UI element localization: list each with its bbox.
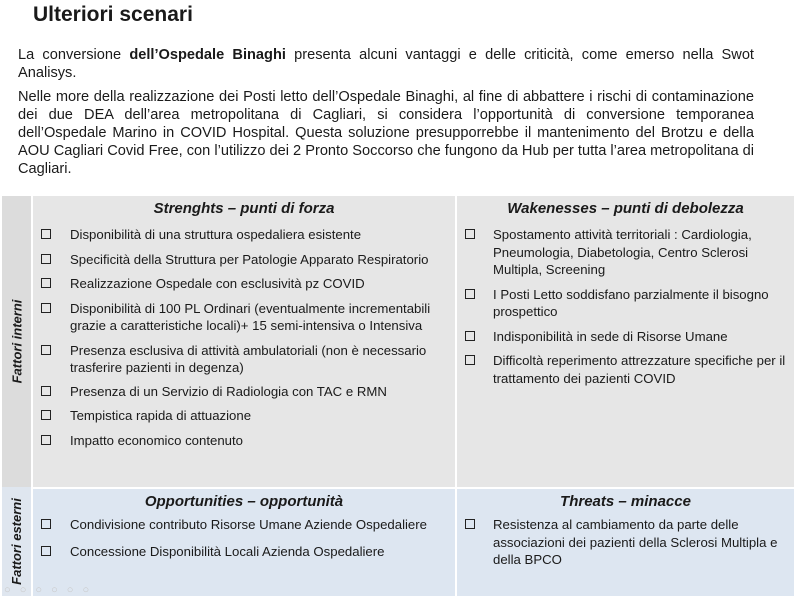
weaknesses-item-text: Difficoltà reperimento attrezzature specifiche per il trattamento dei pazienti COVID — [493, 353, 786, 386]
threats-cell — [457, 489, 794, 596]
threats-item-text: Resistenza al cambiamento da parte delle associazioni dei pazienti della Sclerosi Multipla e della BPCO — [493, 517, 778, 567]
intro-paragraph-1: La conversione dell’Ospedale Binaghi presenta alcuni vantaggi e delle criticità, come emerso nella Swot Analisys. — [18, 47, 754, 81]
footer-icons: ○ ○ ○ ○ ○ ○ — [4, 584, 93, 596]
checkbox-bullet-icon — [41, 303, 51, 313]
opportunities-item-text: Concessione Disponibilità Locali Azienda Ospedaliere — [70, 543, 385, 559]
weaknesses-cell — [457, 196, 794, 487]
opportunities-item — [33, 543, 455, 561]
weaknesses-item-text: Spostamento attività territoriali : Cardiologia, Pneumologia, Diabetologia, Centro Sclerosi Multipla, Screening — [493, 227, 752, 277]
checkbox-bullet-icon — [465, 289, 475, 299]
checkbox-bullet-icon — [41, 519, 51, 529]
strengths-item-text: Presenza esclusiva di attività ambulatoriali (non è necessario trasferire pazienti in degenza) — [70, 342, 427, 375]
strengths-item — [33, 342, 455, 377]
strengths-item-text: Presenza di un Servizio di Radiologia con TAC e RMN — [70, 383, 387, 399]
strengths-item — [33, 251, 455, 269]
strengths-item-text: Specificità della Struttura per Patologie Apparato Respiratorio — [70, 251, 429, 267]
checkbox-bullet-icon — [465, 355, 475, 365]
strengths-item — [33, 407, 455, 425]
checkbox-bullet-icon — [41, 278, 51, 288]
checkbox-bullet-icon — [41, 410, 51, 420]
strengths-item — [33, 383, 455, 401]
weaknesses-item — [457, 226, 794, 279]
threats-item — [457, 516, 794, 569]
checkbox-bullet-icon — [41, 345, 51, 355]
internal-factors-label: Fattori interni — [2, 196, 31, 487]
strengths-cell — [33, 196, 455, 487]
strengths-item-text: Impatto economico contenuto — [70, 432, 244, 448]
weaknesses-item — [457, 286, 794, 321]
weaknesses-item — [457, 352, 794, 387]
strengths-item-text: Realizzazione Ospedale con esclusività pz COVID — [70, 276, 365, 291]
strengths-title: Strenghts – punti di forza — [153, 200, 335, 217]
weaknesses-title: Wakenesses – punti di debolezza — [507, 200, 744, 217]
external-factors-label: Fattori esterni — [2, 487, 31, 596]
checkbox-bullet-icon — [41, 435, 51, 445]
weaknesses-item-text: Indisponibilità in sede di Risorse Umane — [493, 328, 728, 344]
strengths-item-text: Disponibilità di 100 PL Ordinari (eventualmente incrementabili grazie a caratteristiche locali)+ 15 semi-intensiva o Intensiva — [70, 300, 431, 333]
checkbox-bullet-icon — [41, 254, 51, 264]
opportunities-list — [33, 516, 455, 560]
intro-paragraph-2: Nelle more della realizzazione dei Posti letto dell’Ospedale Binaghi, al fine di abbattere i rischi di contaminazione dei due DEA dell’area metropolitana di Cagliari, si considera l’opportunità di conversione temporanea dell’Ospedale Marino in COVID Hospital. Questa soluzione presupporrebbe il mantenimento del Brotzu e della AOU Cagliari Covid Free, con l’utilizzo dei 2 Pronto Soccorso che fungono da Hub per tutta l’area metropolitana di Cagliari. — [18, 89, 754, 177]
page-title: Ulteriori scenari — [33, 3, 193, 26]
opportunities-item-text: Condivisione contributo Risorse Umane Aziende Ospedaliere — [70, 517, 427, 532]
weaknesses-list — [457, 226, 794, 387]
checkbox-bullet-icon — [465, 331, 475, 341]
strengths-item-text: Disponibilità di una struttura ospedaliera esistente — [70, 227, 362, 242]
strengths-list — [33, 226, 455, 449]
threats-title: Threats – minacce — [560, 493, 691, 510]
strengths-item — [33, 432, 455, 450]
weaknesses-item-text: I Posti Letto soddisfano parzialmente il bisogno prospettico — [493, 286, 769, 319]
threats-list — [457, 516, 794, 569]
weaknesses-item — [457, 328, 794, 346]
strengths-item — [33, 275, 455, 293]
intro-text — [18, 46, 754, 184]
checkbox-bullet-icon — [465, 519, 475, 529]
opportunities-item — [33, 516, 455, 534]
checkbox-bullet-icon — [41, 229, 51, 239]
strengths-item — [33, 226, 455, 244]
swot-table — [2, 196, 794, 596]
strengths-item — [33, 300, 455, 335]
opportunities-cell — [33, 489, 455, 596]
checkbox-bullet-icon — [41, 386, 51, 396]
opportunities-title: Opportunities – opportunità — [144, 493, 344, 510]
intro-highlight: dell’Ospedale Binaghi — [129, 47, 286, 63]
checkbox-bullet-icon — [465, 229, 475, 239]
checkbox-bullet-icon — [41, 546, 51, 556]
strengths-item-text: Tempistica rapida di attuazione — [70, 408, 252, 423]
